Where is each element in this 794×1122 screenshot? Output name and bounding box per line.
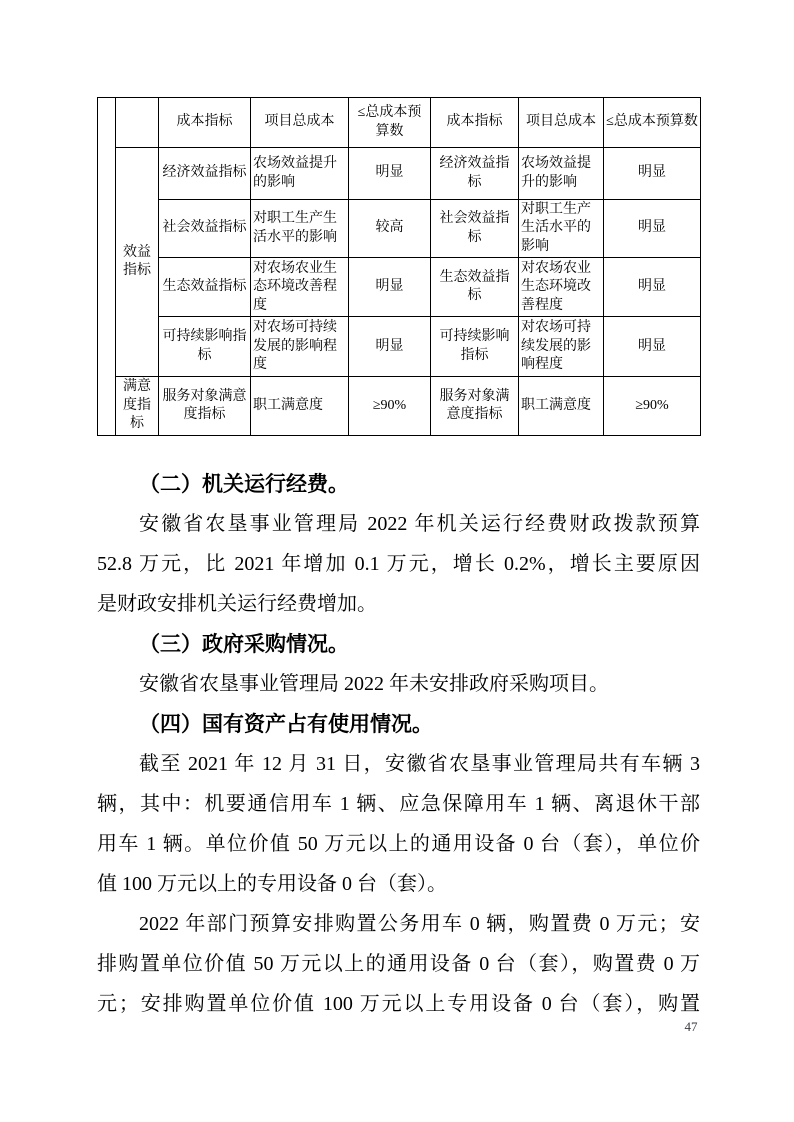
text-line: 是财政安排机关运行经费增加。: [97, 592, 377, 615]
table-cell: 可持续影响指标: [431, 317, 519, 377]
table-cell: 社会效益指标: [159, 200, 251, 258]
paragraph: [97, 744, 700, 904]
table-cell: 可持续影响指标: [159, 317, 251, 377]
table-row: [98, 148, 701, 200]
table-cell: 明显: [604, 148, 701, 200]
table-cell: 经济效益指标: [431, 148, 519, 200]
table-cell: 职工满意度: [251, 377, 349, 435]
table-row: [98, 258, 701, 317]
table-row: [98, 377, 701, 435]
table-header-cell: ≤总成本预算数: [349, 98, 431, 148]
paragraph: [97, 664, 700, 704]
table-cell: 较高: [349, 200, 431, 258]
table-cell: 服务对象满意度指标: [159, 377, 251, 435]
table-cell: 社会效益指标: [431, 200, 519, 258]
table-cell: 对农场农业生态环境改善程度: [251, 258, 349, 317]
text-line: 元；安排购置单位价值 100 万元以上专用设备 0 台（套），购置: [97, 992, 700, 1015]
table-cell: 服务对象满意度指标: [431, 377, 519, 435]
table-cell: 农场效益提升的影响: [519, 148, 604, 200]
table-row: [98, 200, 701, 258]
table-cell: 对职工生产生活水平的影响: [519, 200, 604, 258]
table-cell: 明显: [604, 200, 701, 258]
table-group-label: 效益指标: [116, 148, 159, 377]
table-cell: 生态效益指标: [431, 258, 519, 317]
table-cell: 对农场农业生态环境改善程度: [519, 258, 604, 317]
table-header-cell: 项目总成本: [251, 98, 349, 148]
document-body-text: [97, 464, 700, 1024]
document-page: [97, 97, 700, 1024]
table-cell-left-spacer: [98, 98, 116, 436]
table-cell: 明显: [349, 258, 431, 317]
text-line: 值 100 万元以上的专用设备 0 台（套）。: [97, 872, 447, 895]
text-line: 排购置单位价值 50 万元以上的通用设备 0 台（套），购置费 0 万: [97, 952, 700, 975]
table-cell: 经济效益指标: [159, 148, 251, 200]
section-heading-3: （三）政府采购情况。: [139, 631, 349, 656]
table-header-cell: 成本指标: [431, 98, 519, 148]
table-cell: 对农场可持续发展的影响程度: [519, 317, 604, 377]
table-cell: 明显: [604, 258, 701, 317]
table-cell: 生态效益指标: [159, 258, 251, 317]
page-number: 47: [684, 1019, 698, 1034]
table-cell: 明显: [604, 317, 701, 377]
table-cell: 对职工生产生活水平的影响: [251, 200, 349, 258]
text-line: 安徽省农垦事业管理局 2022 年未安排政府采购项目。: [139, 672, 609, 695]
performance-indicator-table: [97, 97, 701, 436]
text-line: 辆，其中：机要通信用车 1 辆、应急保障用车 1 辆、离退休干部: [97, 792, 700, 815]
table-cell: 对农场可持续发展的影响程度: [251, 317, 349, 377]
table-header-cell: ≤总成本预算数: [604, 98, 701, 148]
text-line: 截至 2021 年 12 月 31 日，安徽省农垦事业管理局共有车辆 3: [139, 752, 700, 775]
table-cell: 农场效益提升的影响: [251, 148, 349, 200]
table-cell-blank: [116, 98, 159, 148]
table-row: [98, 317, 701, 377]
text-line: 安徽省农垦事业管理局 2022 年机关运行经费财政拨款预算: [139, 512, 700, 535]
text-line: 用车 1 辆。单位价值 50 万元以上的通用设备 0 台（套），单位价: [97, 832, 700, 855]
section-heading-2: （二）机关运行经费。: [139, 471, 349, 496]
table-cell: 明显: [349, 148, 431, 200]
table-header-cell: 项目总成本: [519, 98, 604, 148]
paragraph: [97, 904, 700, 1024]
paragraph: [97, 504, 700, 624]
table-cell: ≥90%: [604, 377, 701, 435]
section-heading-4: （四）国有资产占有使用情况。: [139, 711, 433, 736]
table-cell: ≥90%: [349, 377, 431, 435]
table-header-cell: 成本指标: [159, 98, 251, 148]
table-cell: 明显: [349, 317, 431, 377]
table-row: [98, 98, 701, 148]
text-line: 2022 年部门预算安排购置公务用车 0 辆，购置费 0 万元；安: [139, 912, 700, 935]
table-group-label: 满意度指标: [116, 377, 159, 435]
text-line: 52.8 万元，比 2021 年增加 0.1 万元，增长 0.2%，增长主要原因: [97, 552, 700, 575]
table-cell: 职工满意度: [519, 377, 604, 435]
